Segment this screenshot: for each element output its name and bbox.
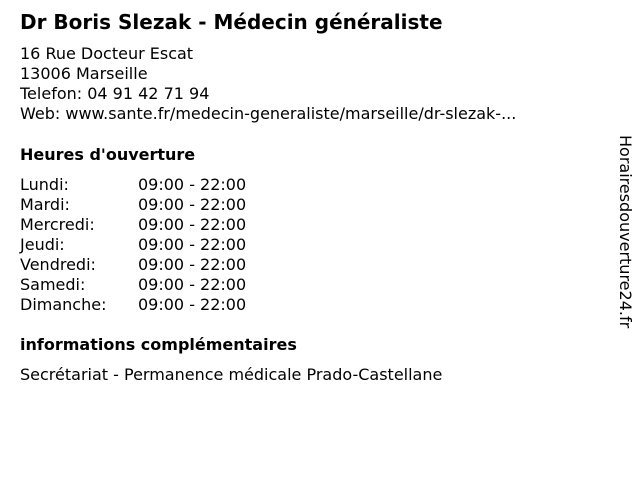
time-range: 09:00 - 22:00: [138, 235, 247, 254]
website-link: Web: www.sante.fr/medecin-generaliste/marseille/dr-slezak-...: [20, 104, 517, 123]
time-range: 09:00 - 22:00: [138, 195, 247, 214]
day-label: Mardi:: [20, 195, 70, 214]
day-label: Samedi:: [20, 275, 86, 294]
day-label: Dimanche:: [20, 295, 107, 314]
day-label: Jeudi:: [20, 235, 65, 254]
additional-info-text: Secrétariat - Permanence médicale Prado-Castellane: [20, 365, 443, 384]
day-label: Vendredi:: [20, 255, 96, 274]
additional-info-heading: informations complémentaires: [20, 335, 297, 354]
street-address: 16 Rue Docteur Escat: [20, 44, 194, 63]
phone-number: Telefon: 04 91 42 71 94: [20, 84, 210, 103]
page-title: Dr Boris Slezak - Médecin généraliste: [20, 10, 443, 34]
time-range: 09:00 - 22:00: [138, 295, 247, 314]
hours-row-monday: [20, 175, 280, 195]
hours-row-thursday: [20, 235, 280, 255]
address-block: [20, 44, 516, 124]
day-label: Mercredi:: [20, 215, 95, 234]
site-watermark: [613, 135, 637, 345]
time-range: 09:00 - 22:00: [138, 275, 247, 294]
time-range: 09:00 - 22:00: [138, 255, 247, 274]
hours-row-friday: [20, 255, 280, 275]
time-range: 09:00 - 22:00: [138, 175, 247, 194]
time-range: 09:00 - 22:00: [138, 215, 247, 234]
day-label: Lundi:: [20, 175, 69, 194]
hours-row-sunday: [20, 295, 280, 315]
hours-row-tuesday: [20, 195, 280, 215]
opening-hours-table: [20, 175, 280, 315]
watermark-text: Horairesdouverture24.fr: [616, 135, 635, 329]
opening-hours-heading: Heures d'ouverture: [20, 145, 196, 164]
hours-row-wednesday: [20, 215, 280, 235]
city-address: 13006 Marseille: [20, 64, 148, 83]
hours-row-saturday: [20, 275, 280, 295]
